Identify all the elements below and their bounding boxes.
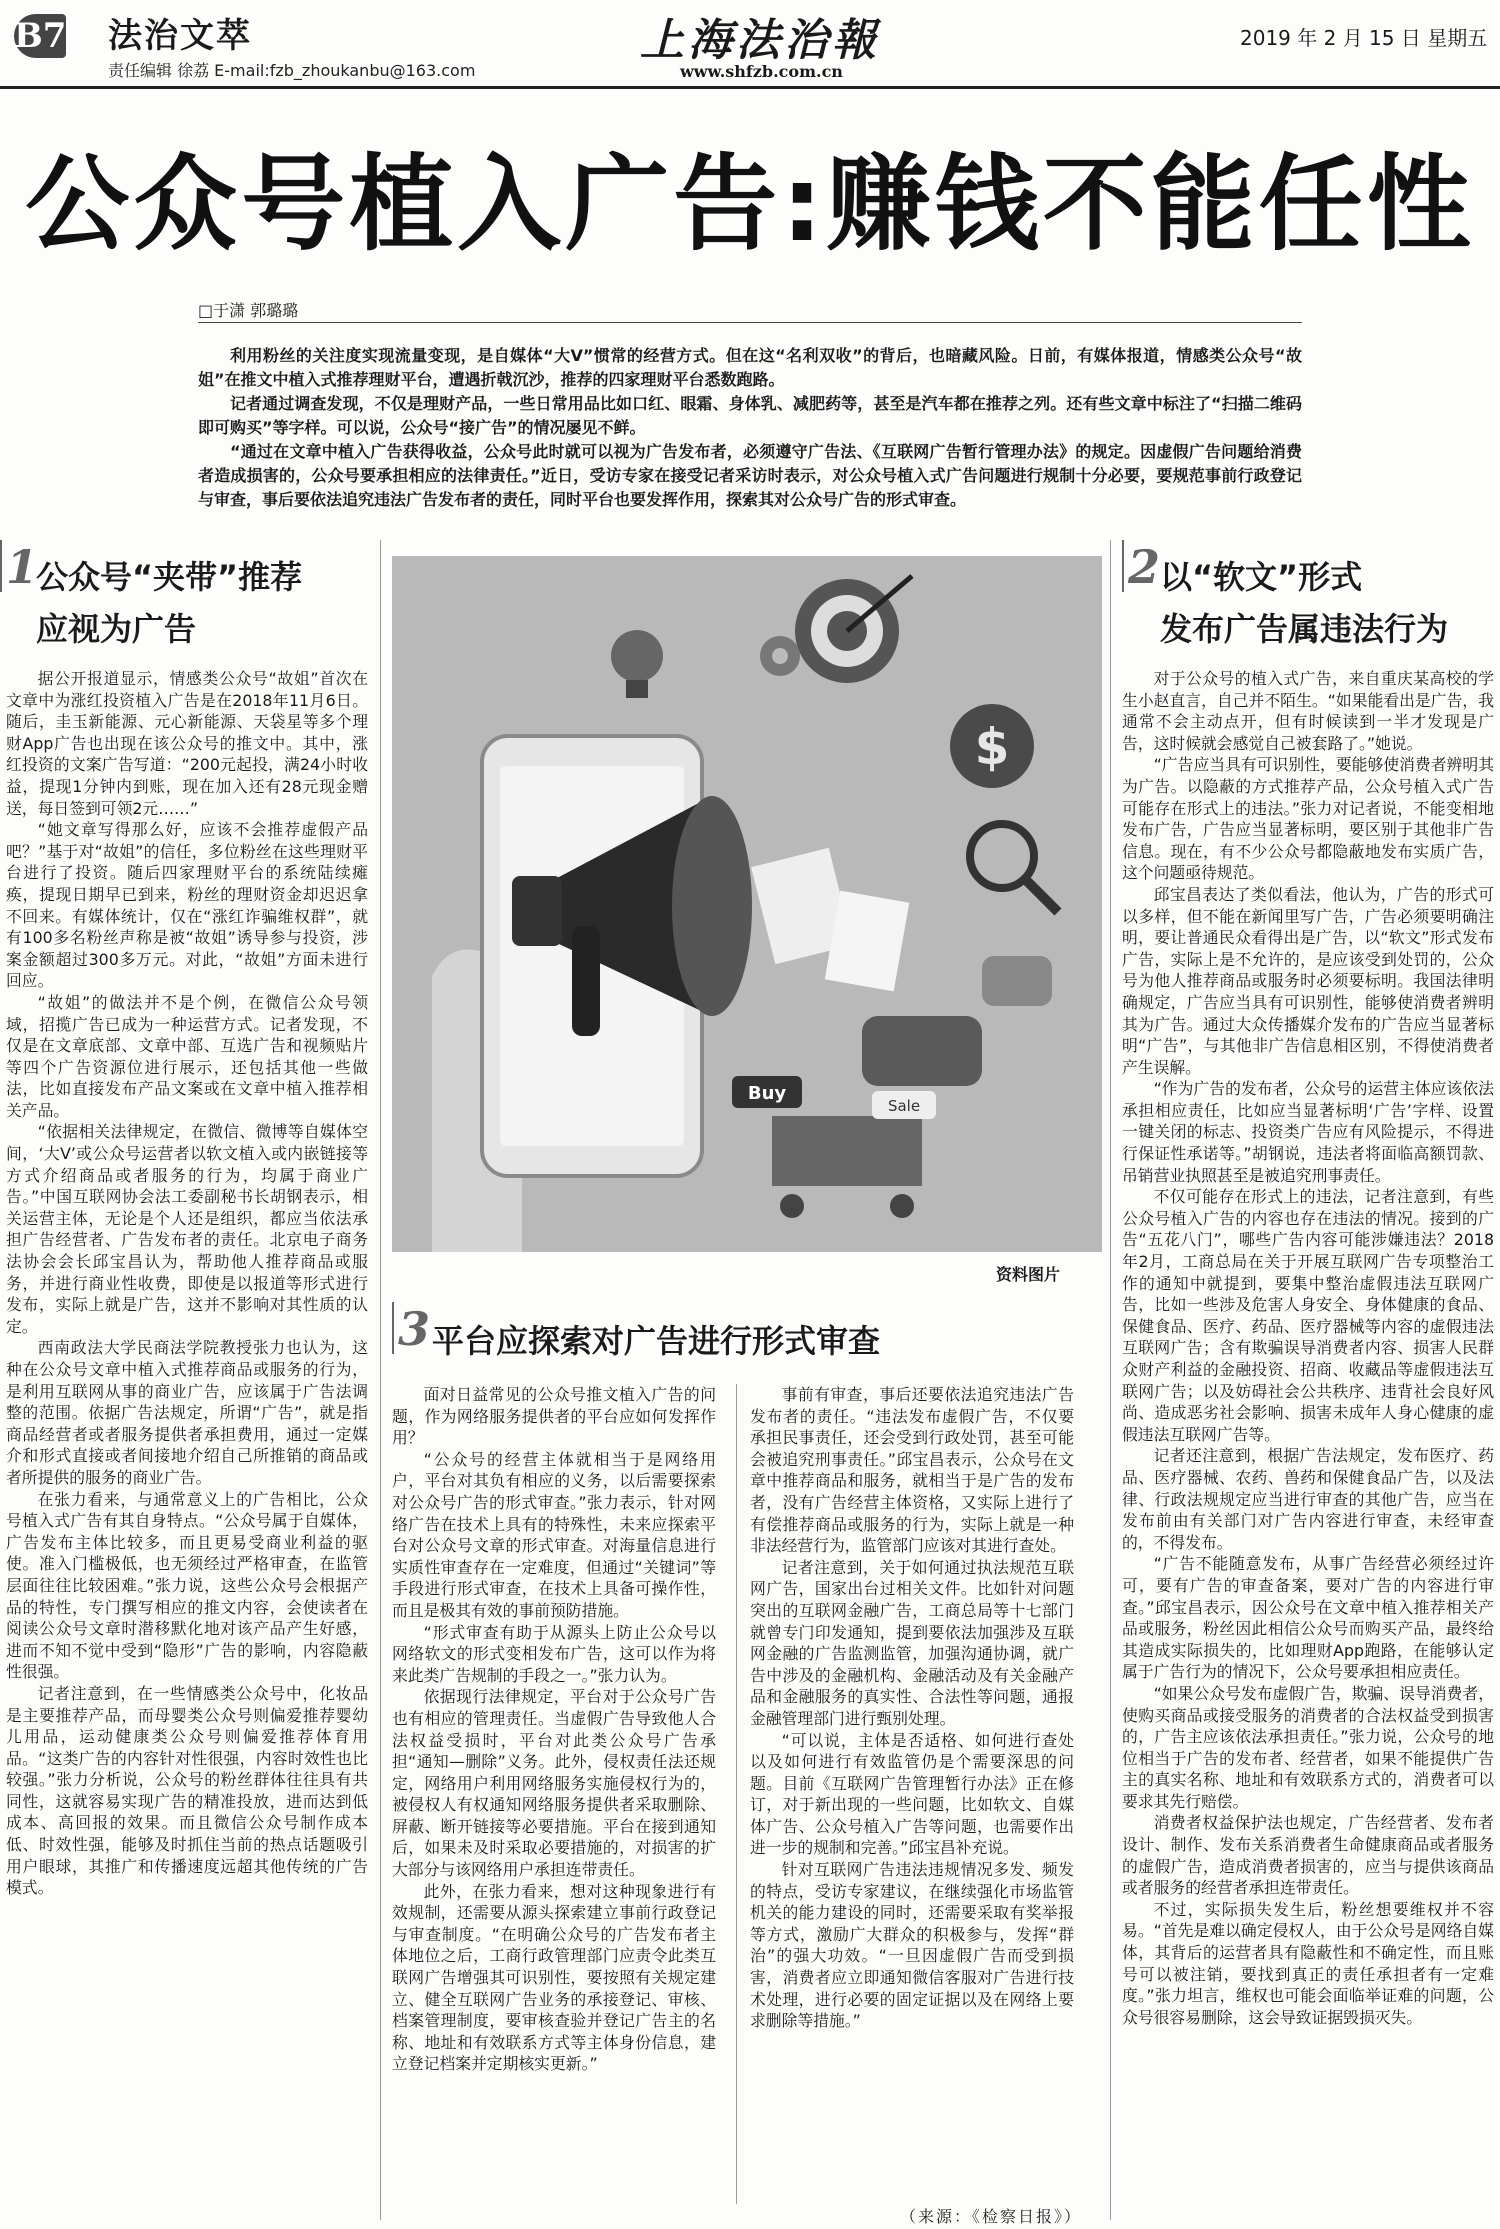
body-paragraph: 针对互联网广告违法违规情况多发、频发的特点，受访专家建议，在继续强化市场监管机关的能力建设的同时，还需要采取有奖举报等方式，激励广大群众的积极参与，发挥“群治”的强大功效。“一旦因虚假广告而受到损害，消费者应立即通知微信客服对广告进行技术处理，进行必要的固定证据以及在网络上要求删除等措施。” [750, 1860, 1074, 2031]
section-1-body [6, 668, 368, 1899]
section-name: 法治文萃 [108, 16, 252, 56]
body-paragraph: 此外，在张力看来，想对这种现象进行有效规制，还需要从源头探索建立事前行政登记与审查制度。“在明确公众号的广告发布者主体地位之后，工商行政管理部门应责令此类互联网广告增强其可识别性，要按照有关规定建立、健全互联网广告业务的承接登记、审核、档案管理制度，要审核查验并登记广告主的名称、地址和有效联系方式等主体身份信息，建立登记档案并定期核实更新。” [392, 1881, 716, 2074]
body-paragraph: “她文章写得那么好，应该不会推荐虚假产品吧？”基于对“故姐”的信任，多位粉丝在这些理财平台进行了投资。随后四家理财平台的系统陆续瘫痪，提现日期早已到来，粉丝的理财资金却迟迟拿不回来。有媒体统计，仅在“涨红诈骗维权群”，就有100多名粉丝声称是被“故姐”诱导参与投资，涉案金额超过300多万元。对此，“故姐”方面未进行回应。 [6, 820, 368, 991]
headline: 公众号植入广告:赚钱不能任性 [25, 143, 1475, 265]
body-paragraph: 对于公众号的植入式广告，来自重庆某高校的学生小赵直言，自己并不陌生。“如果能看出是广告，我通常不会主动点开，但有时候读到一半才发现是广告，这时候就会感觉自己被套路了。”她说。 [1122, 669, 1494, 753]
body-paragraph: 邱宝昌表达了类似看法，他认为，广告的形式可以多样，但不能在新闻里写广告，广告必须要明确注明，要让普通民众看得出是广告，以“软文”形式发布广告，实际上是不允许的，是应该受到处罚的，公众号为他人推荐商品或服务时必须要标明。我国法律明确规定，广告应当具有可识别性，能够使消费者辨明其为广告。通过大众传播媒介发布的广告应当显著标明“广告”，与其他非广告信息相区别，不得使消费者产生误解。 [1122, 884, 1494, 1077]
lead-paragraphs [198, 344, 1302, 512]
body-paragraph: “形式审查有助于从源头上防止公众号以网络软文的形式变相发布广告，这可以作为将来此类广告规制的手段之一。”张力认为。 [392, 1622, 716, 1685]
body-paragraph: 据公开报道显示，情感类公众号“故姐”首次在文章中为涨红投资植入广告是在2018年11月6日。随后，圭玉新能源、元心新能源、天袋星等多个理财App广告也出现在该公众号的推文中。其中，涨红投资的文案广告写道：“200元起投，满24小时收益，提现1分钟内到账，现在加入还有28元现金赠送，每日签到可领2元……” [6, 669, 368, 818]
editor-line: 责任编辑 徐荔 E-mail:fzb_zhoukanbu@163.com [108, 61, 476, 80]
newspaper-url: www.shfzb.com.cn [680, 62, 843, 81]
body-paragraph: “可以说，主体是否适格、如何进行查处以及如何进行有效监管仍是个需要深思的问题。目前《互联网广告管理暂行办法》正在修订，对于新出现的一些问题，比如软文、自媒体广告、公众号植入广告等问题，也需要作出进一步的规制和完善。”邱宝昌补充说。 [750, 1730, 1074, 1858]
body-paragraph: “公众号的经营主体就相当于是网络用户，平台对其负有相应的义务，以后需要探索对公众号广告的形式审查。”张力表示，针对网络广告在技术上具有的特殊性，未来应探索平台对公众号文章的形式审查。对海量信息进行实质性审查存在一定难度，但通过“关键词”等手段进行形式审查，在技术上具备可操作性，而且是极其有效的事前预防措施。 [392, 1449, 716, 1620]
lead-paragraph: 利用粉丝的关注度实现流量变现，是自媒体“大V”惯常的经营方式。但在这“名利双收”的背后，也暗藏风险。日前，有媒体报道，情感类公众号“故姐”在推文中植入式推荐理财平台，遭遇折戟沉沙，推荐的四家理财平台悉数跑路。 [198, 346, 1302, 389]
body-paragraph: “如果公众号发布虚假广告，欺骗、误导消费者，使购买商品或接受服务的消费者的合法权益受到损害的，广告主应该依法承担责任。”张力说，公众号的地位相当于广告的发布者、经营者，如果不能提供广告主的真实名称、地址和有效联系方式的，消费者可以要求其先行赔偿。 [1122, 1683, 1494, 1811]
byline-rule [198, 322, 1302, 323]
body-paragraph: 记者还注意到，根据广告法规定，发布医疗、药品、医疗器械、农药、兽药和保健食品广告，以及法律、行政法规规定应当进行审查的其他广告，应当在发布前由有关部门对广告内容进行审查，未经审查的，不得发布。 [1122, 1446, 1494, 1552]
body-paragraph: “广告应当具有可识别性，要能够使消费者辨明其为广告。以隐蔽的方式推荐产品，公众号植入式广告可能存在形式上的违法。”张力对记者说，不能变相地发布广告，广告应当显著标明，要区别于其他非广告信息。现在，有不少公众号都隐蔽地发布实质广告，这个问题亟待规范。 [1122, 755, 1494, 883]
column-rule [1110, 540, 1111, 2220]
section-3-body-right [750, 1384, 1074, 2032]
lead-paragraph: “通过在文章中植入广告获得收益，公众号此时就可以视为广告发布者，必须遵守广告法、《互联网广告暂行管理办法》的规定。因虚假广告问题给消费者造成损害的，公众号要承担相应的法律责任。”近日，受访专家在接受记者采访时表示，对公众号植入式广告问题进行规制十分必要，要规范事前行政登记与审查，事后要依法追究违法广告发布者的责任，同时平台也要发挥作用，探索其对公众号广告的形式审查。 [198, 442, 1302, 509]
chat-bubble-icon [862, 1016, 982, 1086]
newspaper-logo: 上海法治報 [640, 15, 880, 66]
page-number-badge: B7 [14, 16, 67, 56]
section-1-number: 1 [0, 540, 42, 592]
body-paragraph: 西南政法大学民商法学院教授张力也认为，这种在公众号文章中植入式推荐商品或服务的行为，是利用互联网从事的商业广告，应该属于广告法调整的范围。依据广告法规定，所谓“广告”，就是指商品经营者或者服务提供者承担费用，通过一定媒介和形式直接或者间接地介绍自己所推销的商品或者所提供的服务的商业广告。 [6, 1338, 368, 1487]
shopping-cart-icon [772, 1116, 922, 1186]
illustration-image [392, 556, 1102, 1252]
section-2-title-line2: 发布广告属违法行为 [1160, 610, 1449, 648]
section-1-title-line1: 公众号“夹带”推荐 [36, 558, 303, 596]
sale-tag-label: Sale [887, 1097, 921, 1115]
body-paragraph: 消费者权益保护法也规定，广告经营者、发布者设计、制作、发布关系消费者生命健康商品或者服务的虚假广告，造成消费者损害的，应当与提供该商品或者服务的经营者承担连带责任。 [1122, 1813, 1494, 1898]
lead-paragraph: 记者通过调查发现，不仅是理财产品，一些日常用品比如口红、眼霜、身体乳、减肥药等，甚至是汽车都在推荐之列。还有些文章中标注了“扫描二维码即可购买”等字样。可以说，公众号“接广告”的情况屡见不鲜。 [198, 394, 1302, 437]
issue-date: 2019 年 2 月 15 日 星期五 [1240, 26, 1488, 50]
body-paragraph: “广告不能随意发布，从事广告经营必须经过许可，要有广告的审查备案，要对广告的内容进行审查。”邱宝昌表示，因公众号在文章中植入推荐相关产品或服务，粉丝因此相信公众号而购买产品，最终给其造成实际损失的，比如理财App跑路，在能够认定属于广告行为的情况下，公众号要承担相应责任。 [1122, 1554, 1494, 1682]
section-3-body-left [392, 1384, 716, 2075]
body-paragraph: 在张力看来，与通常意义上的广告相比，公众号植入式广告有其自身特点。“公众号属于自媒体，广告发布主体比较多，而且更易受商业利益的驱使。准入门槛极低，也无须经过严格审查，在监管层面往往比较困难。”张力说，这些公众号会根据产品的特性，专门撰写相应的推文内容，会使读者在阅读公众号文章时潜移默化地对该产品产生好感，进而不知不觉中受到“隐形”广告的影响，内容隐蔽性很强。 [6, 1489, 368, 1682]
section-1-title-line2: 应视为广告 [36, 610, 197, 648]
buy-tag-label: Buy [747, 1083, 787, 1104]
body-paragraph: 记者注意到，在一些情感类公众号中，化妆品是主要推荐产品，而母婴类公众号则偏爱推荐婴幼儿用品，运动健康类公众号则偏爱推荐体育用品。“这类广告的内容针对性很强，内容时效性也比较强。”张力分析说，公众号的粉丝群体往往具有共同性，这就容易实现广告的精准投放，进而达到低成本、高回报的效果。而且微信公众号制作成本低、时效性强，能够及时抓住当前的热点话题吸引用户眼球，其推广和传播速度远超其他传统的广告模式。 [6, 1683, 368, 1898]
body-paragraph: 不仅可能存在形式上的违法，记者注意到，有些公众号植入广告的内容也存在违法的情况。接到的广告“五花八门”，哪些广告内容可能涉嫌违法？2018年2月，工商总局在关于开展互联网广告专项整治工作的通知中就提到，要集中整治虚假违法互联网广告，比如一些涉及危害人身安全、身体健康的食品、保健食品、医疗、药品、医疗器械等内容的虚假违法互联网广告；含有欺骗误导消费者内容、损害人民群众财产利益的金融投资、招商、收藏品等虚假违法互联网广告；以及妨碍社会公共秩序、违背社会良好风尚、造成恶劣社会影响、损害未成年人身心健康的虚假违法互联网广告等。 [1122, 1187, 1494, 1444]
body-paragraph: “依据相关法律规定，在微信、微博等自媒体空间，‘大V’或公众号运营者以软文植入或内嵌链接等方式介绍商品或者服务的行为，均属于商业广告。”中国互联网协会法工委副秘书长胡钢表示，相关运营主体，无论是个人还是组织，都应当依法承担广告经营者、广告发布者的责任。北京电子商务法协会会长邱宝昌认为，帮助他人推荐商品或服务，并进行商业性收费，即使是以报道等形式进行发布，实际上就是广告，这并不影响对其性质的认定。 [6, 1122, 368, 1336]
column-rule [380, 540, 381, 2220]
image-credit: 资料图片 [996, 1265, 1061, 1284]
section-2-number: 2 [1122, 540, 1164, 592]
section-3-title: 平台应探索对广告进行形式审查 [432, 1322, 881, 1360]
byline: □于潇 郭璐璐 [198, 301, 299, 320]
body-paragraph: “作为广告的发布者，公众号的运营主体应该依法承担相应责任，比如应当显著标明‘广告’字样、设置一键关闭的标志、投资类广告应有风险提示，不得进行保证性承诺等。”胡钢说，违法者将面临高额罚款、吊销营业执照甚至是被追究刑事责任。 [1122, 1079, 1494, 1185]
body-paragraph: 依据现行法律规定，平台对于公众号广告也有相应的管理责任。当虚假广告导致他人合法权益受损时，平台对此类公众号广告承担“通知—删除”义务。此外，侵权责任法还规定，网络用户利用网络服务实施侵权行为的，被侵权人有权通知网络服务提供者采取删除、屏蔽、断开链接等必要措施。平台在接到通知后，如果未及时采取必要措施的，对损害的扩大部分与该网络用户承担连带责任。 [392, 1687, 716, 1880]
svg-text:$: $ [974, 718, 1010, 776]
masthead-rule [0, 86, 1500, 89]
megaphone-illustration [392, 556, 1102, 1252]
section-3-number: 3 [392, 1302, 434, 1354]
column-rule [736, 1384, 737, 2204]
body-paragraph: “故姐”的做法并不是个例，在微信公众号领域，招揽广告已成为一种运营方式。记者发现，不仅是在文章底部、文章中部、互选广告和视频贴片等四个广告资源位进行展示，还包括其他一些做法，比如直接发布产品文案或在文章中植入推荐相关产品。 [6, 992, 368, 1120]
lightbulb-icon [611, 630, 663, 682]
body-paragraph: 记者注意到，关于如何通过执法规范互联网广告，国家出台过相关文件。比如针对问题突出的互联网金融广告，工商总局等十七部门就曾专门印发通知，提到要依法加强涉及互联网金融的广告监测监管，加强沟通协调，就广告中涉及的金融机构、金融活动及有关金融产品和金融服务的真实性、合法性等问题，通报金融管理部门进行甄别处理。 [750, 1557, 1074, 1728]
body-paragraph: 事前有审查，事后还要依法追究违法广告发布者的责任。“违法发布虚假广告，不仅要承担民事责任，还会受到行政处罚，甚至可能会被追究刑事责任。”邱宝昌表示，公众号在文章中推荐商品和服务，就相当于是广告的发布者，没有广告经营主体资格，又实际上进行了有偿推荐商品或服务的行为，实际上就是一种非法经营行为，监管部门应该对其进行查处。 [750, 1385, 1074, 1556]
article-source: （来源：《检察日报》） [900, 2207, 1083, 2226]
section-2-body [1122, 668, 1494, 2028]
section-2-title-line1: 以“软文”形式 [1160, 558, 1363, 596]
body-paragraph: 面对日益常见的公众号推文植入广告的问题，作为网络服务提供者的平台应如何发挥作用？ [392, 1385, 716, 1448]
body-paragraph: 不过，实际损失发生后，粉丝想要维权并不容易。“首先是难以确定侵权人，由于公众号是网络自媒体，其背后的运营者具有隐蔽性和不确定性，而且账号可以被注销，要找到真正的责任承担者有一定难度。”张力坦言，维权也可能会面临举证难的问题，公众号很容易删除，这会导致证据毁损灭失。 [1122, 1899, 1494, 2027]
